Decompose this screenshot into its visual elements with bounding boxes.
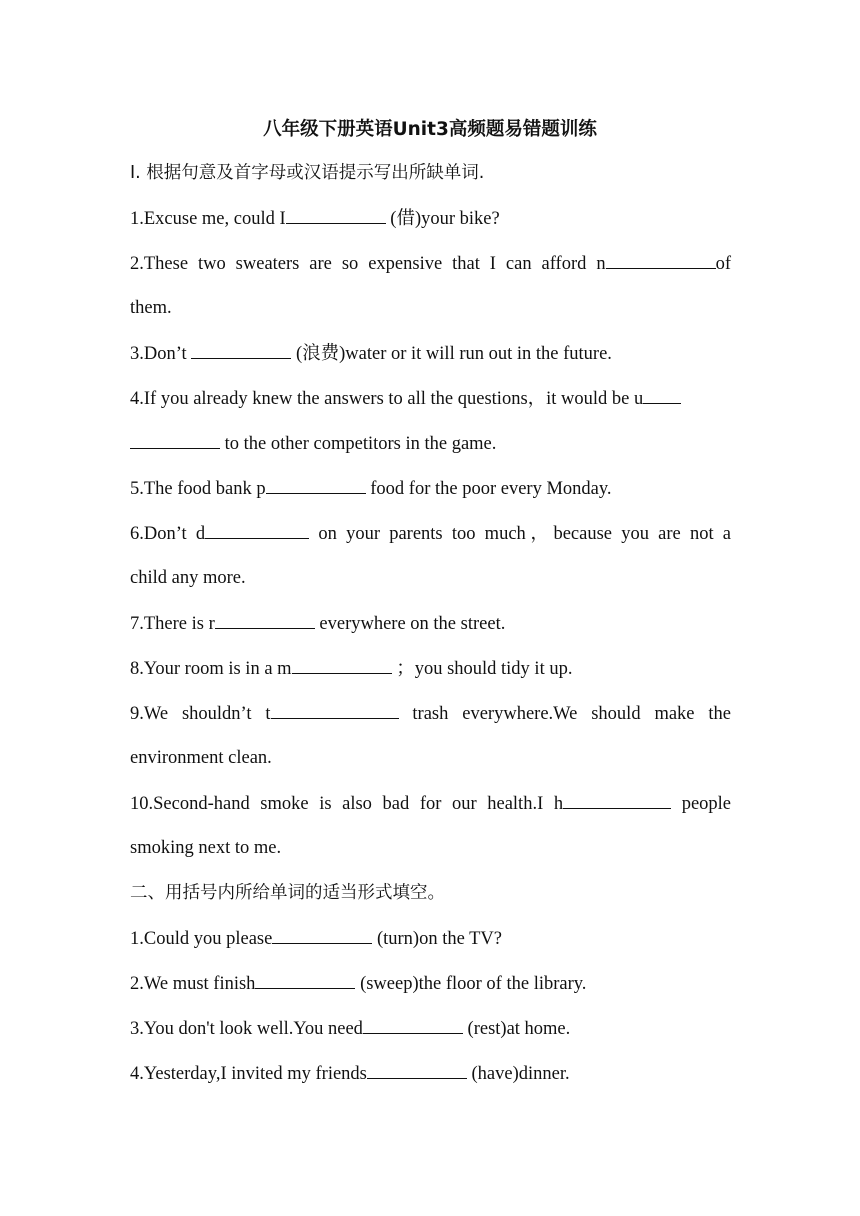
question-2-4 [130, 1061, 731, 1086]
answer-blank[interactable] [255, 971, 355, 989]
question-text: of [715, 254, 731, 274]
question-text: on your parents too much，because you are not a [309, 524, 732, 544]
question-text: 1.Could you please [130, 929, 273, 949]
question-text: 8.Your room is in a m [130, 659, 292, 679]
question-1-6-cont: child any more. [130, 568, 246, 588]
question-1-4-cont [130, 431, 731, 456]
question-1-9 [130, 701, 731, 726]
answer-blank[interactable] [215, 611, 315, 629]
question-text: 7.There is r [130, 614, 215, 634]
question-text: (turn)on the TV? [372, 929, 502, 949]
question-text: (rest)at home. [462, 1019, 571, 1039]
question-1-5 [130, 476, 731, 501]
question-text: 2.We must finish [130, 974, 256, 994]
question-text: to the other competitors in the game. [220, 434, 497, 454]
question-text: 9.We shouldn’t t [130, 704, 271, 724]
section-heading-2: 二、用括号内所给单词的适当形式填空。 [130, 883, 445, 903]
answer-blank[interactable] [367, 1061, 467, 1079]
question-text: (have)dinner. [466, 1064, 570, 1084]
answer-blank[interactable] [271, 701, 399, 719]
question-text: (浪费)water or it will run out in the future. [291, 344, 612, 364]
answer-blank[interactable] [606, 251, 716, 269]
question-text: 4.Yesterday,I invited my friends [130, 1064, 367, 1084]
question-text: trash everywhere.We should make the [398, 704, 731, 724]
question-text: 3.Don’t [130, 344, 192, 364]
question-text: 3.You don't look well.You need [130, 1019, 363, 1039]
question-text: food for the poor every Monday. [365, 479, 612, 499]
answer-blank[interactable] [205, 521, 309, 539]
question-2-2 [130, 971, 731, 996]
question-1-8 [130, 656, 731, 681]
answer-blank[interactable] [363, 1016, 463, 1034]
question-text: (sweep)the floor of the library. [355, 974, 587, 994]
question-text: 2.These two sweaters are so expensive that I can afford n [130, 254, 606, 274]
section-heading-1: I. 根据句意及首字母或汉语提示写出所缺单词. [130, 163, 485, 183]
question-text: 10.Second-hand smoke is also bad for our health.I h [130, 794, 564, 814]
question-2-1 [130, 926, 731, 951]
answer-blank[interactable] [191, 341, 291, 359]
page-title: 八年级下册英语Unit3高频题易错题训练 [263, 119, 597, 140]
answer-blank[interactable] [266, 476, 366, 494]
question-1-2 [130, 251, 731, 276]
question-text: 5.The food bank p [130, 479, 266, 499]
answer-blank[interactable] [292, 656, 392, 674]
question-1-9-cont: environment clean. [130, 748, 272, 768]
question-1-10 [130, 791, 731, 816]
question-text: everywhere on the street. [314, 614, 506, 634]
question-1-6 [130, 521, 731, 546]
question-text: 4.If you already knew the answers to all the questions，it would be u [130, 389, 644, 409]
answer-blank[interactable] [130, 431, 220, 449]
answer-blank[interactable] [272, 926, 372, 944]
answer-blank[interactable] [286, 206, 386, 224]
question-1-1 [130, 206, 731, 231]
question-text: 6.Don’t d [130, 524, 206, 544]
question-1-3 [130, 341, 731, 366]
question-1-2-cont: them. [130, 298, 172, 318]
question-1-4 [130, 386, 731, 411]
question-1-7 [130, 611, 731, 636]
question-text: people [671, 794, 731, 814]
question-text: (借)your bike? [385, 209, 500, 229]
answer-blank[interactable] [643, 386, 681, 404]
answer-blank[interactable] [563, 791, 671, 809]
question-text: ；you should tidy it up. [391, 659, 573, 679]
question-text: 1.Excuse me, could I [130, 209, 286, 229]
question-1-10-cont: smoking next to me. [130, 838, 282, 858]
question-2-3 [130, 1016, 731, 1041]
